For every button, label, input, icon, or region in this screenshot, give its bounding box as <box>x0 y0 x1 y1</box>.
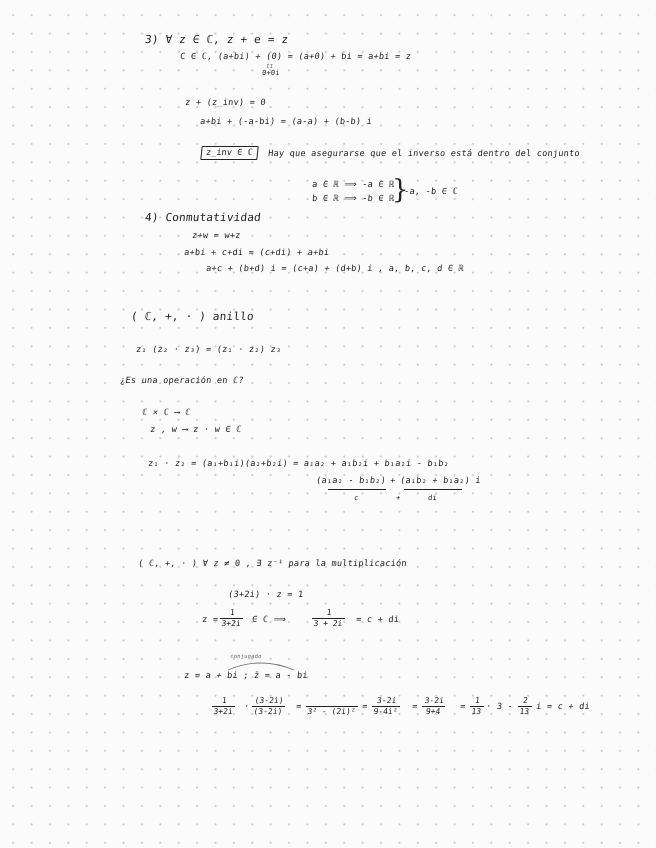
section3-line3: a+bi + (-a-bi) = (a-a) + (b-b) i <box>199 117 373 127</box>
section3-cond2: b ∈ ℝ ⟹ -b ∈ ℝ <box>311 194 395 204</box>
dot-operator: · <box>243 702 250 712</box>
fraction-one-over-3plus2i <box>219 608 244 629</box>
section4-line1: z+w = w+z <box>191 231 241 241</box>
fraction-c4 <box>371 696 401 717</box>
fraction-numerator: 1 <box>212 696 236 707</box>
underline-imag <box>404 489 462 490</box>
conjugate-label: conjugado <box>229 654 262 660</box>
section4-heading: 4) Conmutatividad <box>144 211 262 224</box>
fraction-c1 <box>211 696 236 717</box>
fraction-denominator: 3+2i <box>213 707 234 716</box>
fraction-numerator: 1 <box>470 696 485 707</box>
section3-cond1: a ∈ ℝ ⟹ -a ∈ ℝ <box>311 180 395 190</box>
equals-sign: = <box>459 702 466 712</box>
fraction-c3 <box>305 696 359 717</box>
fraction-denominator: 3+2i <box>221 619 242 628</box>
ring-product: z₁ · z₂ = (a₁+b₁i)(a₂+b₂i) = a₁a₂ + a₁b₂i + b₁a₂i - b₁b₂ <box>147 459 450 469</box>
fraction-numerator: (3-2i) <box>252 696 286 707</box>
fraction-numerator: 3-2i <box>372 696 401 707</box>
conjugate-line: z = a + bi ; z̄ = a - bi <box>183 671 309 681</box>
fraction-c2 <box>251 696 286 717</box>
section3-annot-eq: II <box>265 64 274 70</box>
ring-label-di: di <box>427 494 438 502</box>
curly-brace-icon: } <box>392 175 409 205</box>
inverse-rest: · 3 - <box>485 702 514 712</box>
equals-sign: = <box>361 702 368 712</box>
fraction-numerator <box>306 696 359 707</box>
ring-assoc: z₁ (z₂ · z₃) = (z₁ · z₂) z₃ <box>135 345 282 355</box>
inverse-final: i = c + di <box>535 702 591 712</box>
ring-label-plus: + <box>395 494 401 502</box>
ring-heading: ( ℂ, +, · ) anillo <box>130 310 255 323</box>
fraction-c5 <box>421 696 446 717</box>
section3-heading: 3) ∀ z ∈ ℂ, z + e = z <box>144 33 289 46</box>
inverse-line1: (3+2i) · z = 1 <box>227 590 304 600</box>
fraction-numerator: 1 <box>312 608 346 619</box>
fraction-one-over-3plus2i-b <box>311 608 346 629</box>
underline-real <box>328 489 386 490</box>
ring-map1: ℂ × ℂ ⟶ ℂ <box>141 408 191 418</box>
fraction-denominator: 9-4i² <box>373 707 399 716</box>
fraction-denominator: 13 <box>519 707 530 716</box>
ring-question: ¿Es una operación en ℂ? <box>119 376 245 386</box>
section3-note: Hay que asegurarse que el inverso está dentro del conjunto <box>267 149 581 159</box>
fraction-numerator: 1 <box>220 608 244 619</box>
fraction-denominator: 9+4 <box>425 707 441 716</box>
fraction-c6 <box>469 696 485 717</box>
ring-label-c: c <box>353 494 359 502</box>
section3-cond-result: -a, -b ∈ ℂ <box>403 187 459 197</box>
section3-annot-zero: 0+0i <box>261 69 281 77</box>
equals-sign: = <box>411 702 418 712</box>
section3-line1: C ∈ ℂ, (a+bi) + (0) = (a+0) + bi = a+bi = z <box>179 52 412 62</box>
equals-sign: = <box>295 702 302 712</box>
fraction-denominator: 3 + 2i <box>313 619 343 628</box>
fraction-numerator: 2 <box>518 696 533 707</box>
section3-line2: z + (z_inv) = 0 <box>184 98 267 108</box>
ring-product2-b: (a₁b₂ + b₁a₂) i <box>399 476 482 486</box>
inverse-z-eq: z = <box>201 615 219 625</box>
inverse-heading: ( ℂ, +, · ) ∀ z ≠ 0 , ∃ z⁻¹ para la multiplicación <box>137 559 408 569</box>
ring-product2-plus: + <box>389 476 396 486</box>
inverse-tail: = c + di <box>355 615 400 625</box>
fraction-c7 <box>517 696 533 717</box>
section4-line3: a+c + (b+d) i = (c+a) + (d+b) i , a, b, c, d ∈ ℝ <box>205 264 465 274</box>
fraction-numerator: 3-2i <box>422 696 446 707</box>
inverse-in-C-box: z_inv ∈ ℂ <box>200 146 258 160</box>
ring-map2: z , w ⟶ z · w ∈ ℂ <box>149 425 242 435</box>
section4-line2: a+bi + c+di = (c+di) + a+bi <box>183 248 330 258</box>
inverse-mid: ∈ ℂ ⟹ <box>251 615 287 625</box>
ring-product2-a: (a₁a₂ - b₁b₂) <box>315 476 387 486</box>
fraction-denominator: (3-2i) <box>253 707 283 716</box>
fraction-denominator: 13 <box>471 707 482 716</box>
fraction-denominator: 3² - (2i)² <box>307 707 357 716</box>
